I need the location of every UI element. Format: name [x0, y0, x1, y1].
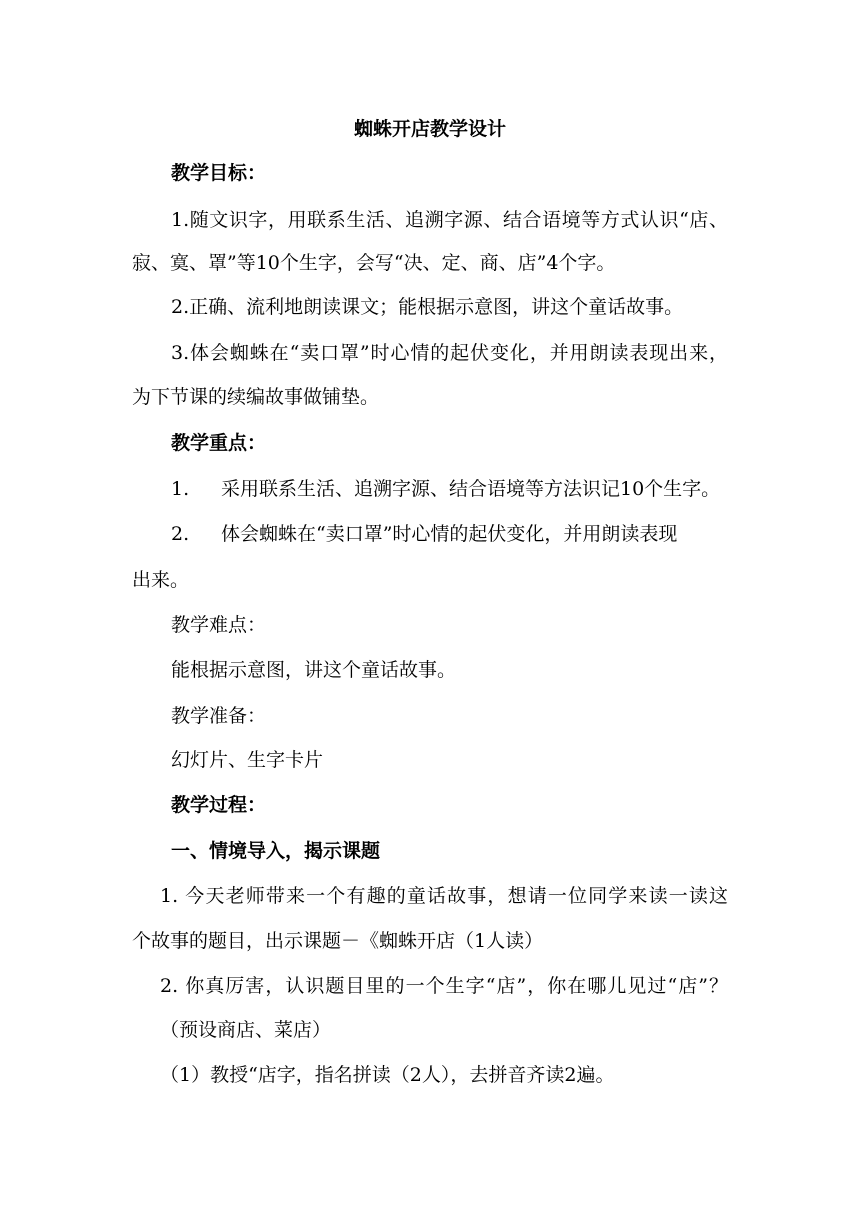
section-1-line-1: 1. 今天老师带来一个有趣的童话故事，想请一位同学来读一读这 — [160, 885, 728, 907]
difficulty-text: 能根据示意图，讲这个童话故事。 — [171, 659, 457, 681]
key-point-1-number: 1. — [171, 478, 190, 500]
key-point-2-number: 2. — [171, 523, 190, 545]
key-point-1 — [171, 476, 720, 502]
preparation-heading: 教学准备： — [171, 705, 267, 727]
process-heading: 教学过程： — [171, 794, 267, 816]
section-1-heading: 一、情境导入，揭示课题 — [171, 840, 381, 862]
objective-line-2: 寂、寞、罩”等10个生字，会写“决、定、商、店”4个字。 — [132, 252, 616, 274]
key-point-2-text: 体会蜘蛛在“卖口罩”时心情的起伏变化，并用朗读表现 — [221, 523, 678, 545]
key-point-1-text: 采用联系生活、追溯字源、结合语境等方法识记10个生字。 — [221, 478, 721, 500]
document-title: 蜘蛛开店教学设计 — [353, 118, 506, 140]
objective-line-5: 为下节课的续编故事做铺垫。 — [132, 386, 380, 408]
section-1-line-3: 2. 你真厉害，认识题目里的一个生字“店”，你在哪儿见过“店”？ — [160, 975, 728, 997]
difficulty-heading: 教学难点： — [171, 614, 267, 636]
section-1-line-5: （1）教授“店字，指名拼读（2人），去拼音齐读2遍。 — [160, 1064, 615, 1086]
objectives-heading: 教学目标： — [171, 162, 267, 184]
preparation-text: 幻灯片、生字卡片 — [171, 749, 324, 771]
objective-line-4: 3.体会蜘蛛在“卖口罩”时心情的起伏变化，并用朗读表现出来， — [171, 342, 728, 364]
objective-line-3: 2.正确、流利地朗读课文；能根据示意图，讲这个童话故事。 — [171, 296, 684, 318]
section-1-line-4: （预设商店、菜店） — [160, 1019, 332, 1041]
key-point-2-continuation: 出来。 — [132, 569, 190, 591]
key-point-2 — [171, 521, 677, 547]
section-1-line-2: 个故事的题目，出示课题－《蜘蛛开店（1人读） — [132, 930, 544, 952]
key-points-heading: 教学重点： — [171, 432, 267, 454]
objective-line-1: 1.随文识字，用联系生活、追溯字源、结合语境等方式认识“店、 — [171, 209, 728, 231]
